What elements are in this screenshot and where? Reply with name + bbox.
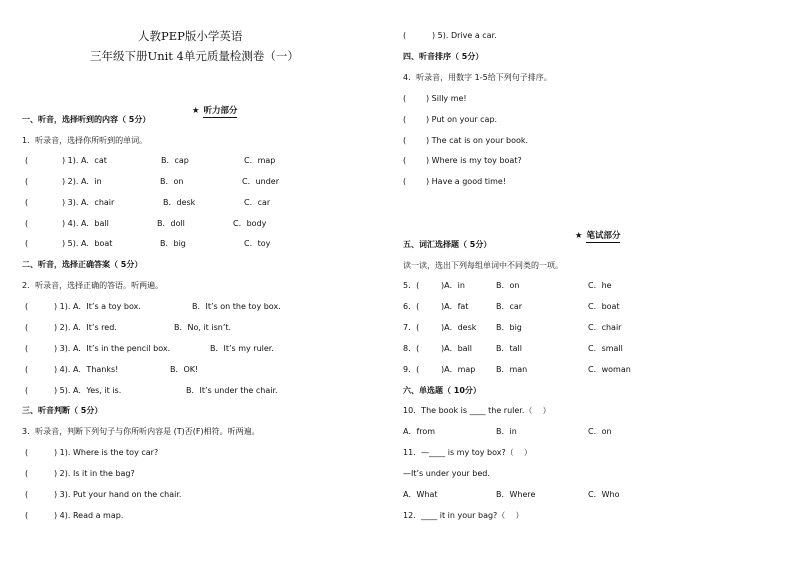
list-item: ( ) 5). A．boat B．big C．toy: [25, 239, 271, 248]
question-10-options: A．from B．in C．on: [403, 427, 612, 436]
list-item: ( ) Put on your cap.: [403, 115, 498, 124]
list-item: ( ) 5). Drive a car.: [403, 31, 497, 40]
title-line-1: 人教PEP版小学英语: [138, 29, 243, 43]
question-11-answer: —It’s under your bed.: [403, 469, 490, 478]
star-icon: ★: [191, 106, 200, 116]
section-5-instruction: 读一读，选出下列每组单词中不同类的一项。: [403, 261, 563, 270]
list-item: ( ) 3). Put your hand on the chair.: [25, 490, 182, 499]
section-4-instruction: 4．听录音，用数字 1-5给下列句子排序。: [403, 73, 552, 82]
list-item: ( ) 2). A．in B．on C．under: [25, 177, 280, 186]
list-item: ( ) 3). A．chair B．desk C．car: [25, 198, 271, 207]
list-item: 9．( )A．map B．man C．woman: [403, 365, 631, 374]
list-item: ( ) 1). A．cat B．cap C．map: [25, 156, 276, 165]
list-item: ( ) 2). Is it in the bag?: [25, 469, 135, 478]
list-item: ( ) Where is my toy boat?: [403, 156, 522, 165]
list-item: ( ) The cat is on your book.: [403, 136, 529, 145]
section-2-instruction: 2．听录音，选择正确的答语。听两遍。: [22, 281, 164, 290]
section-3-heading: 三、听音判断（ 5分）: [22, 406, 103, 415]
list-item: ( ) 1). A．It’s a toy box. B．It’s on the toy box.: [25, 302, 281, 311]
list-item: ( ) 3). A．It’s in the pencil box. B．It’s my ruler.: [25, 344, 274, 353]
question-11: 11．—____ is my toy box?（ ）: [403, 448, 532, 457]
question-12: 12．____ it in your bag?（ ）: [403, 511, 524, 520]
listening-part-heading: [180, 93, 237, 129]
section-2-heading: 二、听音，选择正确答案（ 5分）: [22, 260, 143, 269]
question-11-options: A．What B．Where C．Who: [403, 490, 620, 499]
star-icon: ★: [574, 231, 583, 241]
section-5-heading: 五、词汇选择题（ 5分）: [403, 240, 492, 249]
list-item: 5．( )A．in B．on C．he: [403, 281, 612, 290]
list-item: 8．( )A．ball B．tall C．small: [403, 344, 623, 353]
writing-part-heading: [563, 218, 620, 254]
list-item: ( ) Silly me!: [403, 94, 467, 103]
writing-part-label: 笔试部分: [586, 231, 621, 241]
list-item: ( ) 1). Where is the toy car?: [25, 448, 159, 457]
list-item: ( ) 4). Read a map.: [25, 511, 124, 520]
list-item: ( ) 4). A．Thanks! B．OK!: [25, 365, 199, 374]
list-item: ( ) Have a good time!: [403, 177, 506, 186]
section-4-heading: 四、听音排序（ 5分）: [403, 52, 484, 61]
list-item: ( ) 5). A．Yes, it is. B．It’s under the chair.: [25, 386, 278, 395]
title-line-2: 三年级下册Unit 4单元质量检测卷（一）: [90, 49, 299, 63]
question-10: 10．The book is ____ the ruler.（ ）: [403, 406, 551, 415]
section-6-heading: 六、单选题（ 10分）: [403, 386, 481, 395]
listening-part-label: 听力部分: [203, 106, 238, 116]
section-3-instruction: 3．听录音，判断下列句子与你所听内容是 (T)否(F)相符。听两遍。: [22, 427, 260, 436]
list-item: ( ) 4). A．ball B．doll C．body: [25, 219, 267, 228]
list-item: 7．( )A．desk B．big C．chair: [403, 323, 622, 332]
section-1-heading: 一、听音，选择听到的内容（ 5分）: [22, 115, 151, 124]
list-item: ( ) 2). A．It’s red. B．No, it isn’t.: [25, 323, 232, 332]
section-1-instruction: 1．听录音，选择你所听到的单词。: [22, 136, 148, 145]
list-item: 6．( )A．fat B．car C．boat: [403, 302, 620, 311]
